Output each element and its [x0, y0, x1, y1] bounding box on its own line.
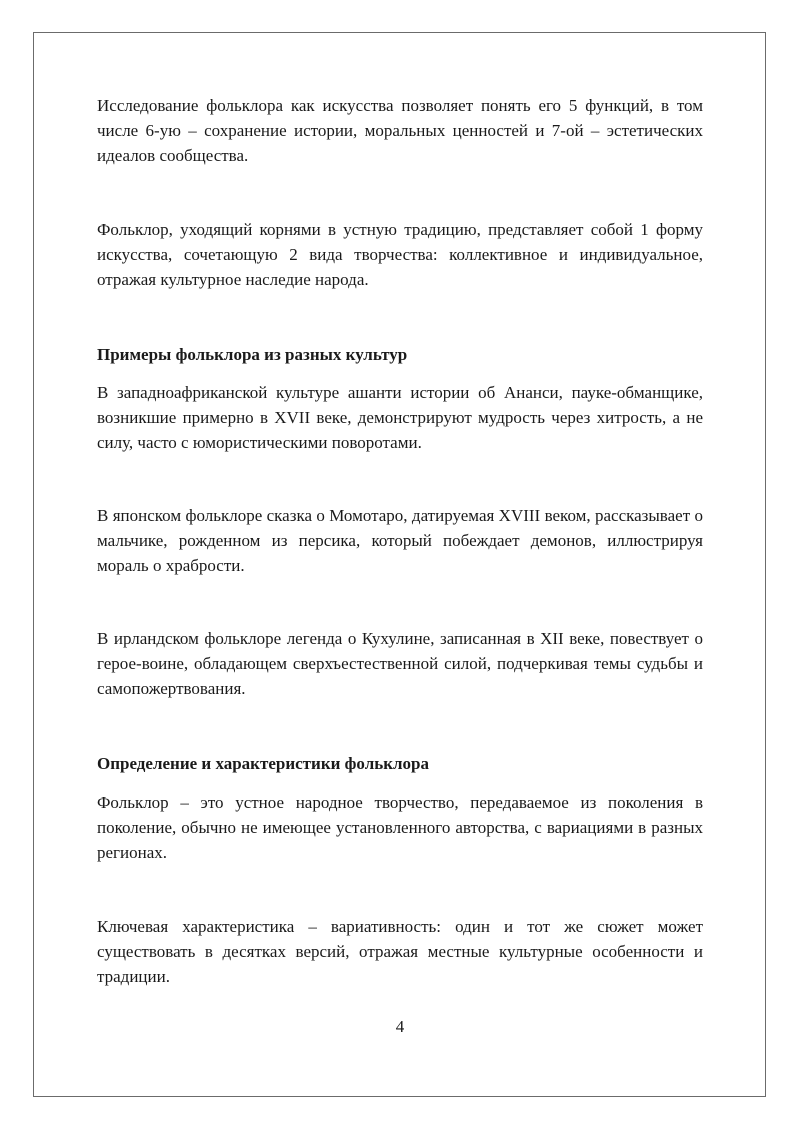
section-heading-examples: Примеры фольклора из разных культур: [97, 345, 408, 364]
paragraph-irish: В ирландском фольклоре легенда о Кухулине, записанная в XII веке, повествует о герое-воине, обладающем сверхъестественной силой, подчеркивая темы судьбы и самопожертвования.: [97, 629, 703, 698]
paragraph-variability: Ключевая характеристика – вариативность: один и тот же сюжет может существовать в десятках версий, отражая местные культурные особенности и традиции.: [97, 917, 703, 986]
paragraph-definition: Фольклор – это устное народное творчество, передаваемое из поколения в поколение, обычно не имеющее установленного авторства, с вариациями в разных регионах.: [97, 793, 703, 862]
paragraph-oral-tradition: Фольклор, уходящий корнями в устную традицию, представляет собой 1 форму искусства, сочетающую 2 вида творчества: коллективное и индивидуальное, отражая культурное наследие народа.: [97, 220, 703, 289]
paragraph-ashanti: В западноафриканской культуре ашанти истории об Ананси, пауке-обманщике, возникшие примерно в XVII веке, демонстрируют мудрость через хитрость, а не силу, часто с юмористическими поворотами.: [97, 383, 703, 452]
section-heading-definition: Определение и характеристики фольклора: [97, 754, 430, 773]
paragraph-japanese: В японском фольклоре сказка о Момотаро, датируемая XVIII веком, рассказывает о мальчике, рожденном из персика, который побеждает демонов, иллюстрируя мораль о храбрости.: [97, 506, 703, 575]
paragraph-functions: Исследование фольклора как искусства позволяет понять его 5 функций, в том числе 6-ую – сохранение истории, моральных ценностей и 7-ой – эстетических идеалов сообщества.: [97, 96, 703, 165]
page-number: 4: [395, 1017, 405, 1036]
